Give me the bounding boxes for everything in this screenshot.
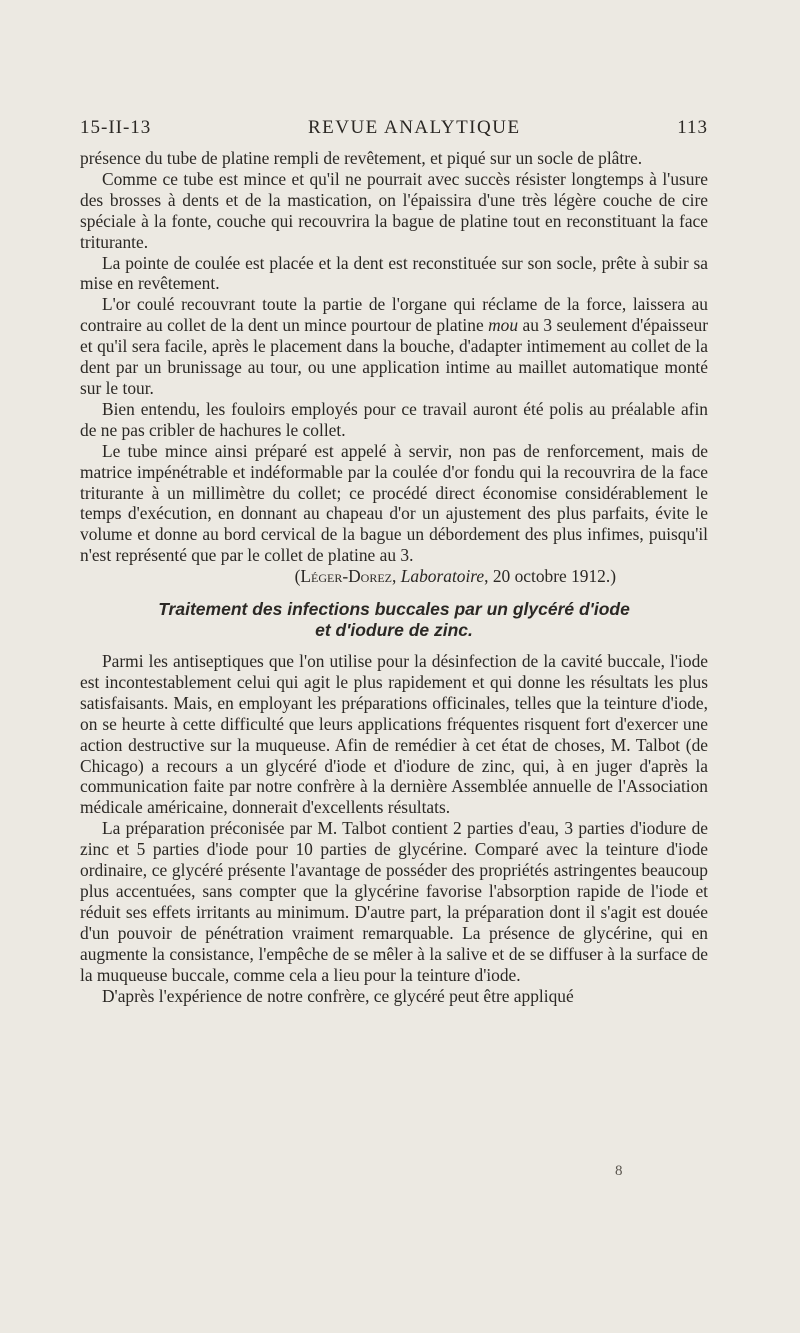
source-open: ( [294,566,301,587]
paragraph-text: au 3 seulement d'épaisseur et qu'il sera facile, après le placement dans la bouche, d'adapter intimement au collet de la dent par un brunissage au tour, ou une application intime au maillet automatique monté sur le tour. [80,315,708,398]
paragraph: Parmi les antiseptiques que l'on utilise pour la désinfection de la cavité buccale, l'iode est incontestablement celui qui agit le plus rapidement et qui donne les résultats les plus satisfaisants. Mais, en employant les préparations officinales, telles que la teinture d'iode, on se heurte à cette difficulté que leurs applications fréquentes risquent fort d'exercer une action destructive sur la muqueuse. Afin de remédier à cet état de choses, M. Talbot (de Chicago) a recours a un glycéré d'iode et d'iodure de zinc, qui, à en juger d'après la communication faite par notre confrère à la dernière Assemblée annuelle de l'Association médicale américaine, donnerait d'excellents résultats. [80,651,708,818]
source-journal: Laboratoire [400,566,485,587]
article-source [80,566,708,587]
italic-word: mou [488,315,519,336]
paragraph-text: L'or coulé recouvrant toute la partie de l'organe qui réclame de la force, laissera au contraire au collet de la dent un mince pourtour de platine [80,294,708,336]
paragraph: La pointe de coulée est placée et la dent est reconstituée sur son socle, prête à subir sa mise en revêtement. [80,252,708,294]
section-heading-line: Traitement des infections buccales par un glycéré d'iode [158,599,630,620]
section-heading-line: et d'iodure de zinc. [315,620,473,641]
source-sep: , [392,566,401,587]
source-author: Léger-Dorez [300,566,393,587]
paragraph: présence du tube de platine rempli de revêtement, et piqué sur un socle de plâtre. [80,148,643,168]
section-heading [80,599,708,641]
paragraph: Bien entendu, les fouloirs employés pour ce travail auront été polis au préalable afin de ne pas cribler de hachures le collet. [80,398,708,440]
header-date: 15-II-13 [80,117,152,138]
journal-title: REVUE ANALYTIQUE [307,117,521,138]
paragraph [80,294,708,399]
running-header [80,117,708,145]
source-date: , 20 octobre 1912.) [484,566,616,587]
article-body [80,148,708,1006]
paragraph: Comme ce tube est mince et qu'il ne pourrait avec succès résister longtemps à l'usure des brosses à dents et de la mastication, on l'épaissira d'une très légère couche de cire spéciale à la fonte, couche qui recouvrira la bague de platine tout en reconstituant la face triturante. [80,168,708,252]
paragraph: Le tube mince ainsi préparé est appelé à servir, non pas de renforcement, mais de matrice impénétrable et indéformable par la coulée d'or fondu qui la recouvrira de la face triturante à un millimètre du collet; ce procédé direct économise considérablement le temps d'exécution, en donnant au chapeau d'or un ajustement des plus parfaits, évite le volume et donne au bord cervical de la bague un débordement des plus infimes, puisqu'il n'est représenté que par le collet de platine au 3. [80,440,708,566]
page-number: 113 [677,117,708,138]
paragraph: La préparation préconisée par M. Talbot contient 2 parties d'eau, 3 parties d'iodure de zinc et 5 parties d'iode pour 10 parties de glycérine. Comparé avec la teinture d'iode ordinaire, ce glycéré présente l'avantage de posséder des propriétés astringentes beaucoup plus accentuées, sans compter que la glycérine favorise l'absorption rapide de l'iode et réduit ses effets irritants au minimum. D'autre part, la préparation dont il s'agit est douée d'un pouvoir de pénétration vraiment remarquable. La présence de glycérine, qui en augmente la consistance, l'empêche de se mêler à la salive et de se diffuser à la surface de la muqueuse buccale, comme cela a lieu pour la teinture d'iode. [80,818,708,985]
signature-mark: 8 [615,1163,623,1179]
paragraph: D'après l'expérience de notre confrère, ce glycéré peut être appliqué [102,985,574,1006]
